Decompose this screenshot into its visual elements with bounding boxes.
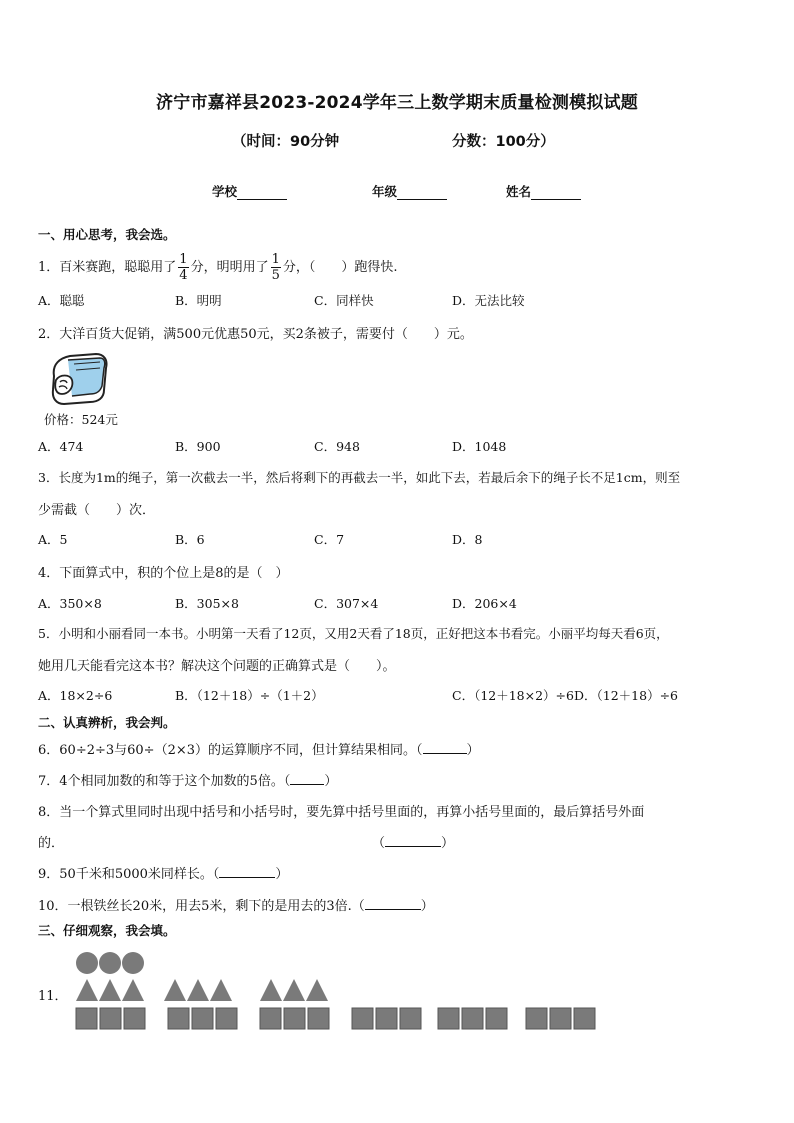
square-shape bbox=[168, 1008, 189, 1029]
square-shape bbox=[486, 1008, 507, 1029]
fraction-1-5: $\frac{1}{5}$ bbox=[271, 252, 280, 283]
q3-option-a: A．5 bbox=[38, 532, 68, 547]
q1-option-b: B．明明 bbox=[175, 293, 222, 308]
square-shape bbox=[124, 1008, 145, 1029]
circle-shape bbox=[76, 952, 98, 974]
square-shape bbox=[260, 1008, 281, 1029]
triangle-shape bbox=[76, 979, 98, 1001]
question-8-answer: （ ） bbox=[372, 836, 455, 851]
exam-score: 分数：100分） bbox=[452, 134, 555, 150]
question-10: 10．一根铁丝长20米，用去5米，剩下的是用去的3倍.（ ） bbox=[38, 899, 434, 914]
question-8-line-1: 8．当一个算式里同时出现中括号和小括号时，要先算中括号里面的，再算小括号里面的，最后算括号外面 bbox=[38, 805, 645, 820]
school-field: 学校 bbox=[212, 182, 287, 200]
triangle-shape bbox=[260, 979, 282, 1001]
triangle-shape bbox=[122, 979, 144, 1001]
exam-time: （时间：90分钟 bbox=[232, 134, 340, 150]
q5-option-b: B．（12＋18）÷（1＋2） bbox=[175, 688, 324, 703]
triangle-shape bbox=[283, 979, 305, 1001]
question-7: 7．4个相同加数的和等于这个加数的5倍。（ ） bbox=[38, 774, 338, 789]
square-shape bbox=[550, 1008, 571, 1029]
section-1-heading: 一、用心思考，我会选。 bbox=[38, 227, 176, 242]
quilt-image bbox=[46, 350, 110, 408]
shape-figure bbox=[70, 948, 610, 1040]
circle-shape bbox=[122, 952, 144, 974]
square-shape bbox=[438, 1008, 459, 1029]
page-title: 济宁市嘉祥县2023-2024学年三上数学期末质量检测模拟试题 bbox=[156, 93, 638, 113]
question-4: 4．下面算式中，积的个位上是8的是（ ） bbox=[38, 566, 289, 581]
answer-blank[interactable] bbox=[385, 834, 441, 847]
q2-option-b: B．900 bbox=[175, 439, 221, 454]
q5-option-cd: C．（12＋18×2）÷6D．（12＋18）÷6 bbox=[452, 688, 678, 703]
question-1: 1．百米赛跑，聪聪用了 $\frac{1}{4}$ 分，明明用了 $\frac{1}{5}$ 分，（ ）跑得快. bbox=[38, 252, 398, 283]
q4-option-d: D．206×4 bbox=[452, 596, 517, 611]
square-shape bbox=[574, 1008, 595, 1029]
answer-blank[interactable] bbox=[219, 865, 275, 878]
q3-option-c: C．7 bbox=[314, 532, 345, 547]
q2-option-c: C．948 bbox=[314, 439, 360, 454]
section-3-heading: 三、仔细观察，我会填。 bbox=[38, 923, 176, 938]
grade-field: 年级 bbox=[372, 182, 447, 200]
q5-option-a: A．18×2÷6 bbox=[38, 688, 113, 703]
triangle-shape bbox=[99, 979, 121, 1001]
answer-blank[interactable] bbox=[365, 897, 421, 910]
circle-shape bbox=[99, 952, 121, 974]
question-2: 2．大洋百货大促销，满500元优惠50元，买2条被子，需要付（ ）元。 bbox=[38, 327, 473, 342]
square-shape bbox=[100, 1008, 121, 1029]
q1-option-a: A．聪聪 bbox=[38, 293, 85, 308]
square-shape bbox=[216, 1008, 237, 1029]
answer-blank[interactable] bbox=[423, 741, 467, 754]
square-shape bbox=[352, 1008, 373, 1029]
square-shape bbox=[308, 1008, 329, 1029]
section-2-heading: 二、认真辨析，我会判。 bbox=[38, 715, 176, 730]
q2-option-d: D．1048 bbox=[452, 439, 507, 454]
q1-option-c: C．同样快 bbox=[314, 293, 374, 308]
quilt-price: 价格：524元 bbox=[44, 412, 118, 427]
question-6: 6．60÷2÷3与60÷（2×3）的运算顺序不同，但计算结果相同。（ ） bbox=[38, 743, 480, 758]
triangle-shape bbox=[187, 979, 209, 1001]
square-shape bbox=[400, 1008, 421, 1029]
name-field: 姓名 bbox=[506, 182, 581, 200]
question-9: 9．50千米和5000米同样长。（ ） bbox=[38, 867, 289, 882]
square-shape bbox=[526, 1008, 547, 1029]
square-shape bbox=[284, 1008, 305, 1029]
square-shape bbox=[76, 1008, 97, 1029]
triangle-shape bbox=[164, 979, 186, 1001]
q3-option-b: B．6 bbox=[175, 532, 205, 547]
q4-option-b: B．305×8 bbox=[175, 596, 239, 611]
q2-option-a: A．474 bbox=[38, 439, 84, 454]
triangle-shape bbox=[306, 979, 328, 1001]
square-shape bbox=[192, 1008, 213, 1029]
q1-option-d: D．无法比较 bbox=[452, 293, 525, 308]
square-shape bbox=[462, 1008, 483, 1029]
triangle-shape bbox=[210, 979, 232, 1001]
q4-option-c: C．307×4 bbox=[314, 596, 379, 611]
question-8-line-2: 的． bbox=[38, 836, 65, 851]
question-5-line-2: 她用几天能看完这本书？解决这个问题的正确算式是（ ）。 bbox=[38, 659, 396, 674]
question-5-line-1: 5．小明和小丽看同一本书。小明第一天看了12页，又用2天看了18页，正好把这本书看完。小丽平均每天看6页， bbox=[38, 626, 669, 641]
question-3-line-1: 3．长度为1m的绳子，第一次截去一半，然后将剩下的再截去一半，如此下去，若最后余下的绳子长不足1cm，则至 bbox=[38, 470, 681, 485]
answer-blank[interactable] bbox=[290, 772, 324, 785]
q4-option-a: A．350×8 bbox=[38, 596, 102, 611]
square-shape bbox=[376, 1008, 397, 1029]
fraction-1-4: $\frac{1}{4}$ bbox=[179, 252, 188, 283]
question-11: 11． bbox=[38, 989, 68, 1004]
question-3-line-2: 少需截（ ）次． bbox=[38, 503, 156, 518]
q3-option-d: D．8 bbox=[452, 532, 483, 547]
